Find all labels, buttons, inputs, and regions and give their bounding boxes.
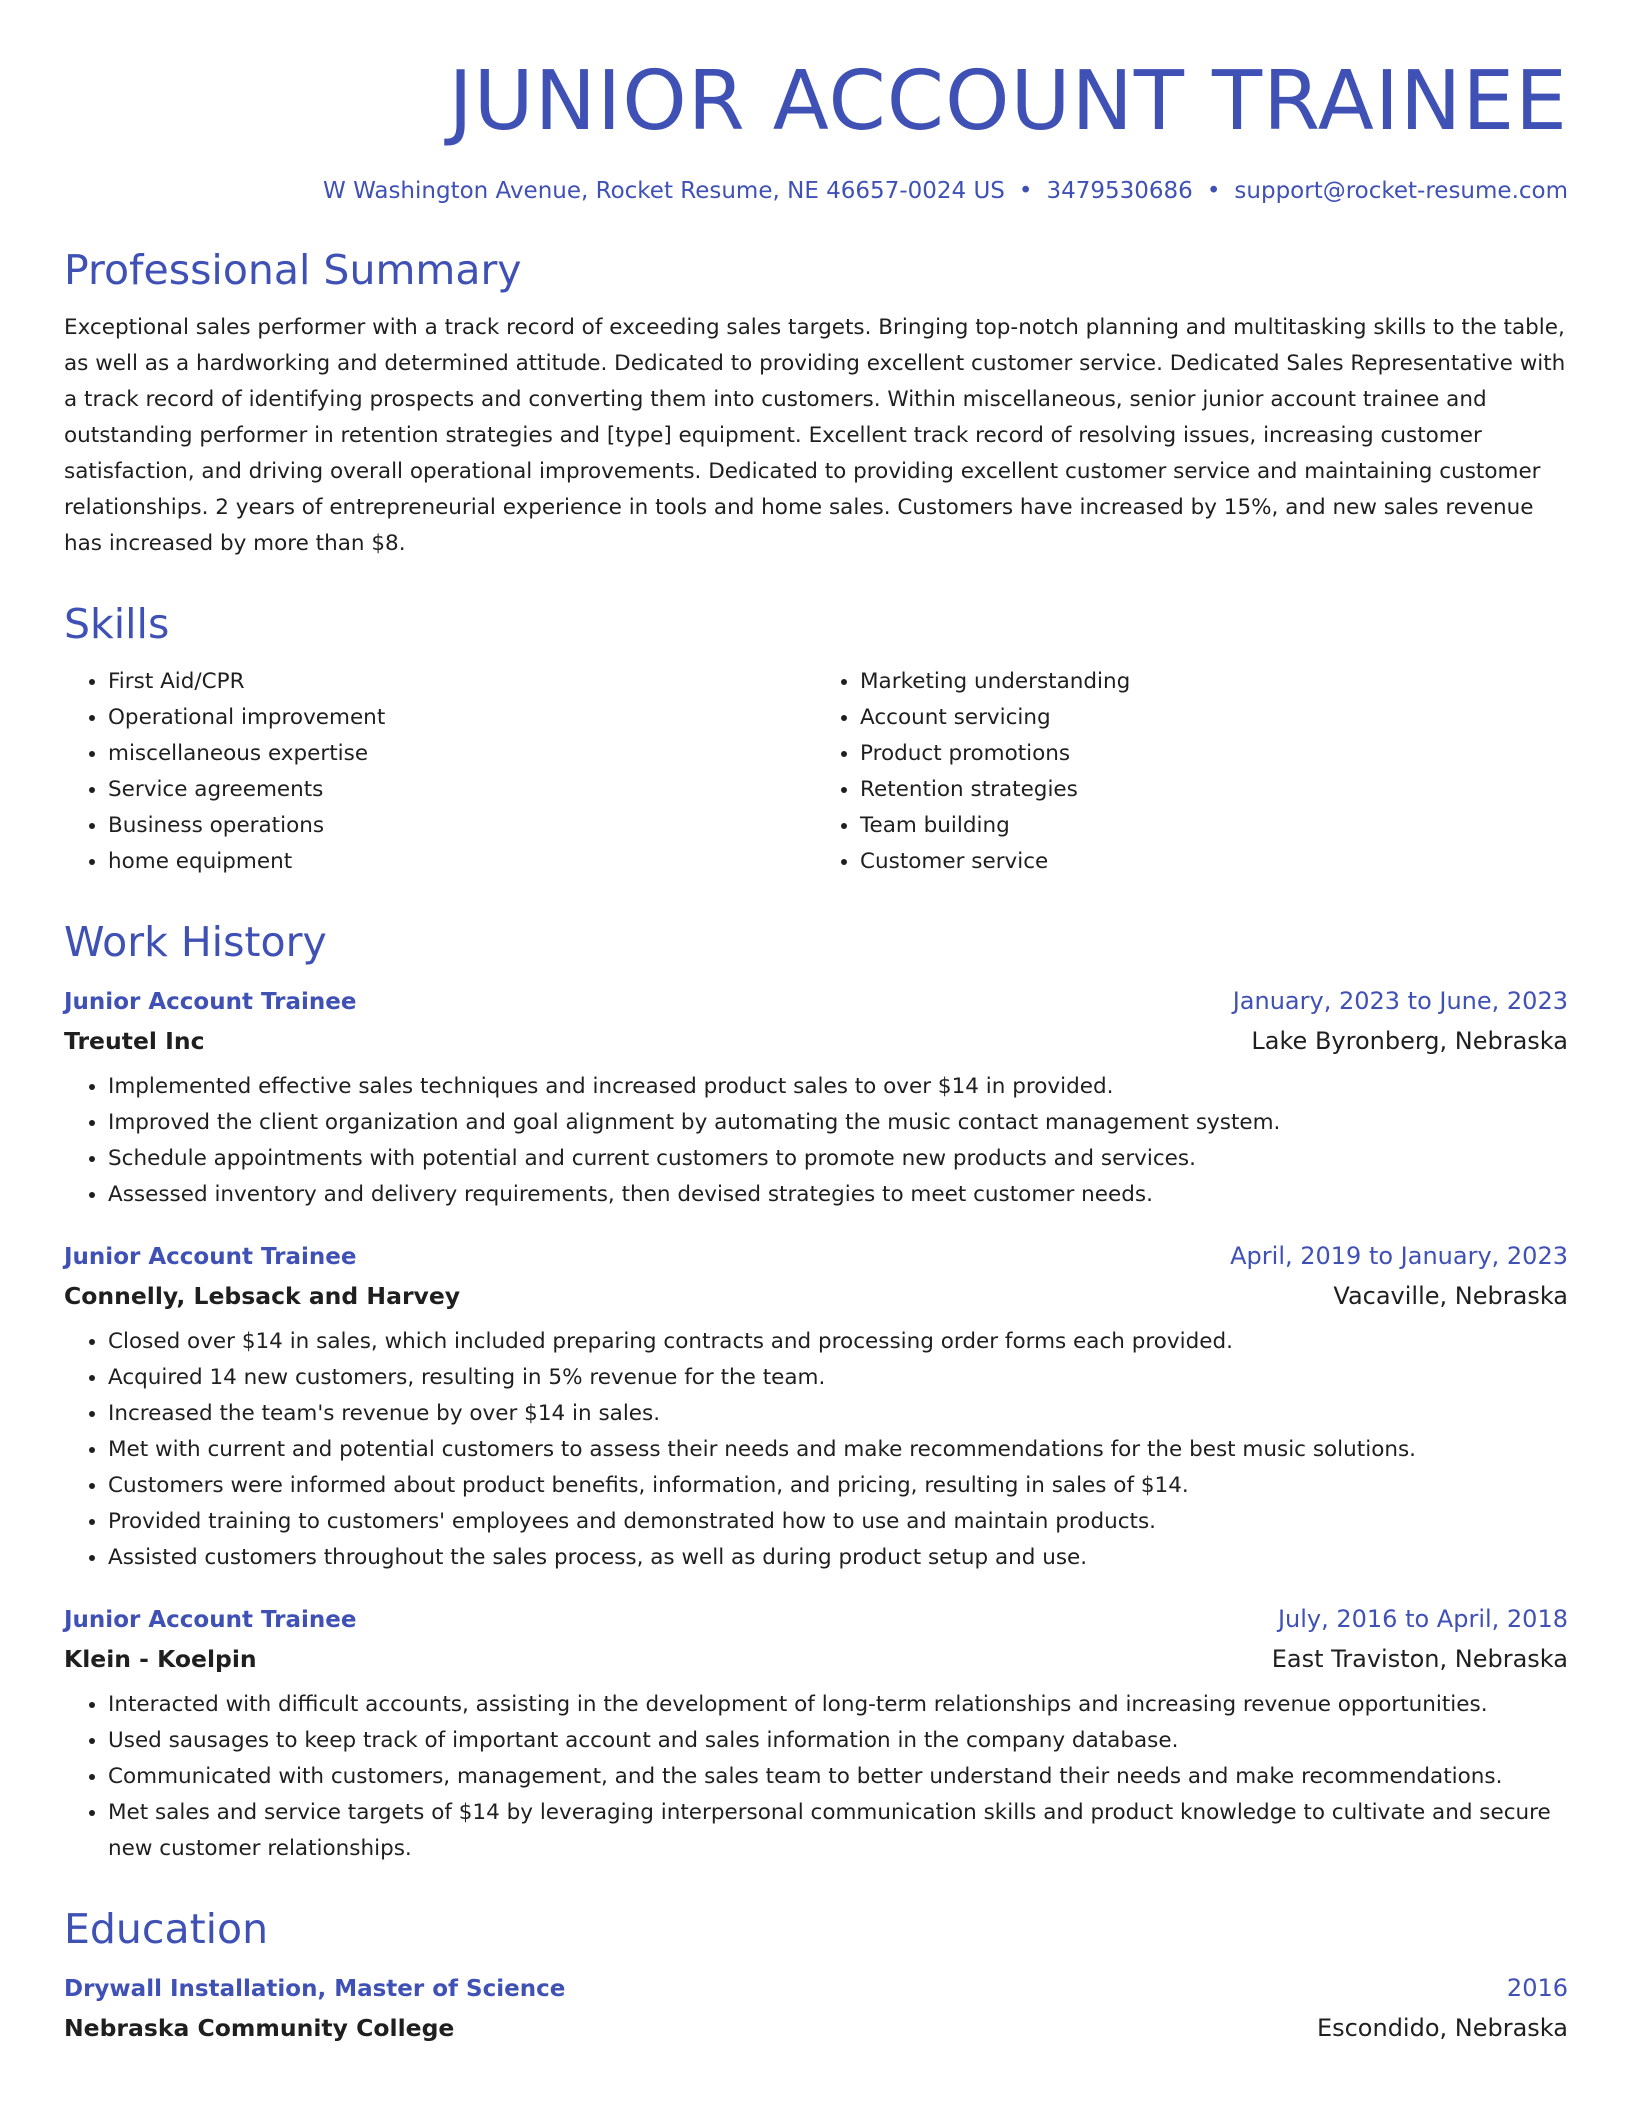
skills-column-right	[816, 664, 1568, 880]
education-school: Nebraska Community College	[64, 2014, 455, 2042]
summary-heading: Professional Summary	[64, 246, 522, 294]
education-year: 2016	[1506, 1974, 1568, 2002]
contact-phone: 3479530686	[1046, 178, 1193, 204]
contact-address: W Washington Avenue, Rocket Resume, NE 46657-0024 US	[323, 178, 1005, 204]
education-degree: Drywall Installation, Master of Science	[64, 1976, 566, 2002]
job-bullet: • Acquired 14 new customers, resulting in 5% revenue for the team.	[108, 1360, 1568, 1396]
job-bullet: • Provided training to customers' employees and demonstrated how to use and maintain products.	[108, 1504, 1568, 1540]
skill-item: • Retention strategies	[860, 772, 1568, 808]
skills-column-left	[64, 664, 816, 880]
job-bullet: • Implemented effective sales techniques and increased product sales to over $14 in provided.	[108, 1069, 1568, 1105]
job-entry	[64, 1600, 1568, 1867]
contact-separator: •	[1206, 178, 1221, 204]
skills-list	[64, 664, 1568, 880]
skill-item: • Operational improvement	[108, 700, 816, 736]
job-bullet: • Assisted customers throughout the sales process, as well as during product setup and use.	[108, 1540, 1568, 1576]
skill-item: • miscellaneous expertise	[108, 736, 816, 772]
contact-line	[64, 174, 1568, 208]
education-school-row	[64, 2008, 1568, 2048]
resume-name: JUNIOR ACCOUNT TRAINEE	[448, 54, 1568, 149]
skill-item: • Service agreements	[108, 772, 816, 808]
job-bullet: • Schedule appointments with potential and current customers to promote new products and services.	[108, 1141, 1568, 1177]
job-title: Junior Account Trainee	[64, 1607, 357, 1633]
job-title: Junior Account Trainee	[64, 1244, 357, 1270]
job-bullets	[64, 1324, 1568, 1576]
job-title: Junior Account Trainee	[64, 989, 357, 1015]
contact-separator: •	[1018, 178, 1033, 204]
job-bullet: • Met with current and potential customers to assess their needs and make recommendations for the best music solutions.	[108, 1432, 1568, 1468]
job-company: Treutel Inc	[64, 1027, 205, 1055]
job-location: Lake Byronberg, Nebraska	[1251, 1027, 1568, 1055]
job-entry	[64, 1237, 1568, 1576]
job-bullet: • Increased the team's revenue by over $14 in sales.	[108, 1396, 1568, 1432]
education-entry	[64, 1969, 1568, 2048]
education-location: Escondido, Nebraska	[1316, 2014, 1568, 2042]
job-header-row	[64, 1237, 1568, 1276]
summary-text: Exceptional sales performer with a track record of exceeding sales targets. Bringing top-notch planning and multitasking skills to the table, as well as a hardworking and determined attitude. Dedicated to providing excellent customer service. Dedicated Sales Representative with a track record of identifying prospects and converting them into customers. Within miscellaneous, senior junior account trainee and outstanding performer in retention strategies and [type] equipment. Excellent track record of resolving issues, increasing customer satisfaction, and driving overall operational improvements. Dedicated to providing excellent customer service and maintaining customer relationships. 2 years of entrepreneurial experience in tools and home sales. Customers have increased by 15%, and new sales revenue has increased by more than $8.	[64, 315, 1566, 556]
job-bullet: • Interacted with difficult accounts, assisting in the development of long-term relationships and increasing revenue opportunities.	[108, 1687, 1568, 1723]
job-bullet: • Closed over $14 in sales, which included preparing contracts and processing order forms each provided.	[108, 1324, 1568, 1360]
skill-item: • First Aid/CPR	[108, 664, 816, 700]
skill-item: • home equipment	[108, 844, 816, 880]
job-company: Connelly, Lebsack and Harvey	[64, 1282, 461, 1310]
job-company: Klein - Koelpin	[64, 1645, 257, 1673]
contact-email[interactable]: support@rocket-resume.com	[1234, 178, 1568, 204]
job-dates: January, 2023 to June, 2023	[1232, 987, 1568, 1015]
skill-item: • Team building	[860, 808, 1568, 844]
skill-item: • Business operations	[108, 808, 816, 844]
job-bullet: • Customers were informed about product benefits, information, and pricing, resulting in sales of $14.	[108, 1468, 1568, 1504]
job-company-row	[64, 1276, 1568, 1316]
job-dates: April, 2019 to January, 2023	[1230, 1242, 1568, 1270]
job-bullets	[64, 1687, 1568, 1867]
skill-item: • Marketing understanding	[860, 664, 1568, 700]
skill-item: • Account servicing	[860, 700, 1568, 736]
skills-heading: Skills	[64, 600, 170, 648]
education-heading: Education	[64, 1905, 269, 1953]
job-company-row	[64, 1639, 1568, 1679]
job-company-row	[64, 1021, 1568, 1061]
job-bullet: • Met sales and service targets of $14 by leveraging interpersonal communication skills and product knowledge to cultivate and secure new customer relationships.	[108, 1795, 1568, 1867]
job-bullets	[64, 1069, 1568, 1213]
job-bullet: • Improved the client organization and goal alignment by automating the music contact management system.	[108, 1105, 1568, 1141]
job-dates: July, 2016 to April, 2018	[1277, 1605, 1568, 1633]
job-location: East Traviston, Nebraska	[1271, 1645, 1568, 1673]
job-bullet: • Assessed inventory and delivery requirements, then devised strategies to meet customer needs.	[108, 1177, 1568, 1213]
job-bullet: • Communicated with customers, management, and the sales team to better understand their needs and make recommendations.	[108, 1759, 1568, 1795]
skill-item: • Customer service	[860, 844, 1568, 880]
job-header-row	[64, 1600, 1568, 1639]
skill-item: • Product promotions	[860, 736, 1568, 772]
job-entry	[64, 982, 1568, 1213]
job-bullet: • Used sausages to keep track of important account and sales information in the company database.	[108, 1723, 1568, 1759]
education-header-row	[64, 1969, 1568, 2008]
job-header-row	[64, 982, 1568, 1021]
job-location: Vacaville, Nebraska	[1333, 1282, 1568, 1310]
work-history-heading: Work History	[64, 918, 327, 966]
